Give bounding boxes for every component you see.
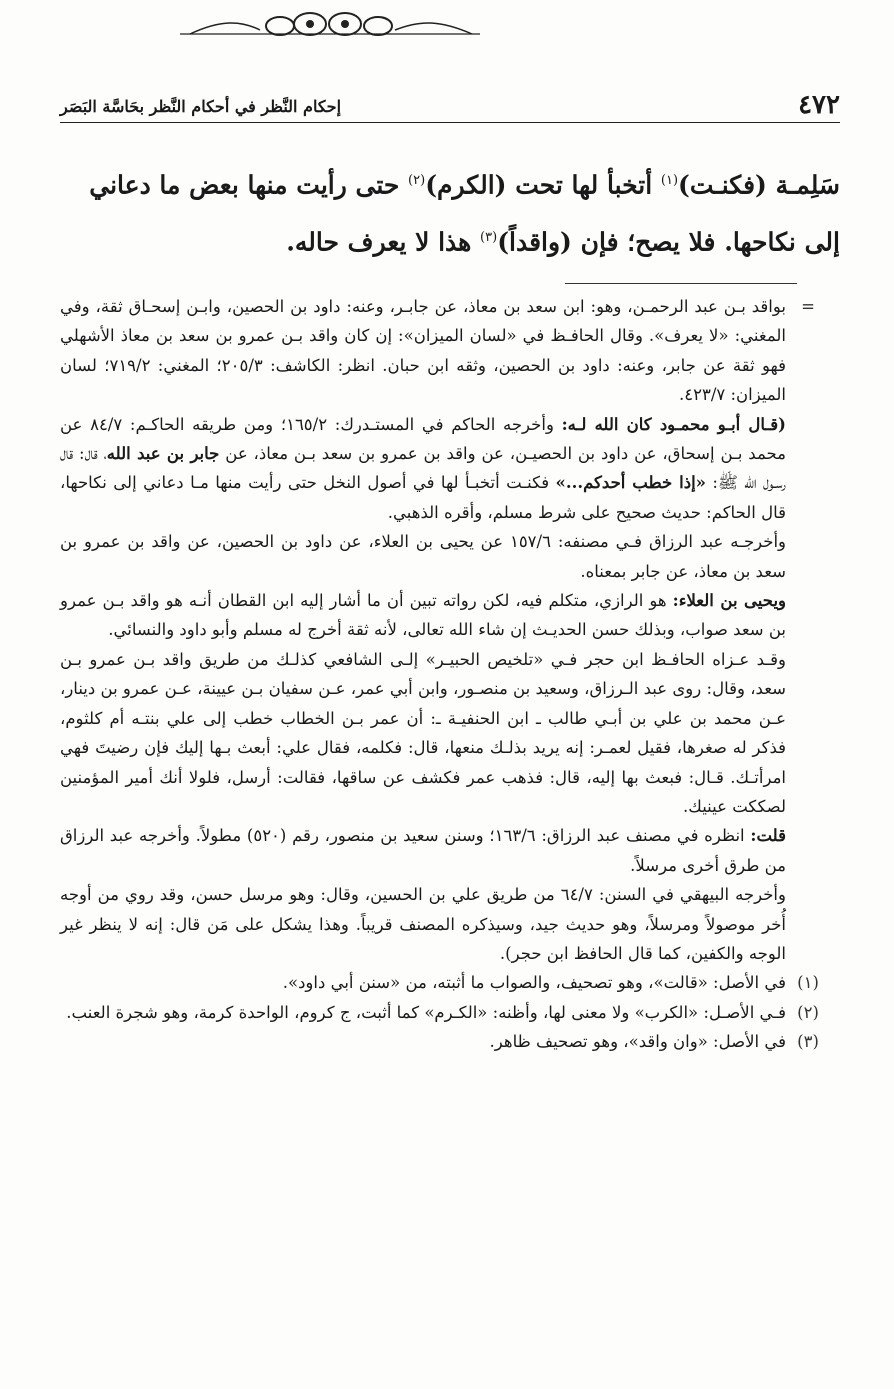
footnote-2 xyxy=(60,998,830,1027)
note-text: بواقد بـن عبد الرحمـن، وهو: ابن سعد بن معاذ، عن جابـر، وعنه: داود بن الحصين، وابـن إسحـاق ثقة، وفي المغني: «لا يعرف». وقال الحافـظ في «لسان الميزان»: إن كان واقد بـن عمرو بن سعد بن معاذ الأشهلي فهو ثقة عن جابر، وعنه: داود بن الحصين، وثقه ابن حبان. انظر: الكاشف: ٢٠٥/٣؛ المغني: ٧١٩/٢؛ لسان الميزان: ٤٢٣/٧. xyxy=(60,297,786,405)
header-rule xyxy=(60,122,840,123)
footnote-3 xyxy=(60,1027,830,1056)
footnote-number: (١) xyxy=(797,973,819,993)
bold-text: (قـال أبـو محمـود كان الله لـه: xyxy=(561,414,786,434)
continuation-mark: = xyxy=(801,297,815,316)
book-title: إحكام النَّظر في أحكام النَّظر بحَاسَّة البَصَر xyxy=(60,97,342,116)
note-text-segment: انظره في مصنف عبد الرزاق: ١٦٣/٦؛ وسنن سعيد بن منصور، رقم (٥٢٠) مطولاً. وأخرجه عبد الرزاق من طرق أخرى مرسلاً. xyxy=(60,826,786,875)
bold-text: جابر بن عبد الله xyxy=(106,444,220,464)
note-text: وقـد عـزاه الحافـظ ابن حجر فـي «تلخيص الحبيـر» إلـى الشافعي كذلـك من طريق واقد بـن عمرو بـن سعد، وقال: روى عبد الـرزاق، وسعيد بن منصـور، وابن أبي عمر، عـن سفيان بـن عيينة، عـن عمرو بن دينار، عـن محمد بن علي بن أبـي طالب ـ ابن الحنفيـة ـ: أن عمر بـن الخطاب خطب إلى علي بنتـه أم كلثوم، فذكر له صغرها، فقيل لعمـر: إنه يريد بذلـك منعها، قال: فكلمه، فقال علي: أبعث بـها إليك فإن رضيتَ فهي امرأتـك. قـال: فبعث بها إليه، قال: فذهب عمر فكشف عن ساقها، فقالت: أرسل، فلولا أنك أمير المؤمنين لصككت عينيك. xyxy=(60,649,786,816)
note-paragraph xyxy=(60,821,830,880)
footnotes xyxy=(60,292,830,1057)
note-paragraph xyxy=(60,645,830,821)
main-text-segment: هذا لا يعرف حاله. xyxy=(286,227,481,257)
note-text-segment: وأخرجه الحاكم في المستـدرك: ١٦٥/٢؛ ومن طريقه الحاكـم: ٨٤/٧ عن محمد بـن إسحاق، عن داود بن الحصيـن، عن واقد بن عمرو بن سعد بـن معاذ، عن xyxy=(60,414,786,464)
note-text xyxy=(60,410,786,528)
footnote-number: (٣) xyxy=(797,1032,819,1052)
main-text-segment: إلى نكاحها. فلا يصح؛ فإن (واقداً) xyxy=(497,227,840,257)
note-text xyxy=(60,586,786,645)
footnote-ref-1: (١) xyxy=(660,173,679,188)
footnote-1 xyxy=(60,968,830,997)
bold-text: قلت: xyxy=(750,826,787,846)
footnote-separator xyxy=(565,283,797,284)
page-number: ٤٧٢ xyxy=(798,90,840,120)
note-text xyxy=(60,821,786,880)
main-text-segment: أتخبأ لها تحت (الكرم) xyxy=(425,170,661,200)
main-line-2 xyxy=(80,211,840,268)
note-paragraph xyxy=(60,880,830,968)
footnote-ref-3: (٣) xyxy=(480,230,498,246)
note-paragraph xyxy=(60,292,830,410)
note-text-segment: ، قال: قال رسـول الله ﷺ: xyxy=(60,444,786,493)
note-text-segment: هو الرازي، متكلم فيه، لكن رواته تبين أن ما أشار إليه ابن القطان أنـه هو واقد بـن عمرو بن سعد صواب، وبذلك حسن الحديـث إن شاء الله تعالى، لأنه ثقة أخرج له مسلم وأبو داود والنسائي. xyxy=(60,591,786,640)
footnote-text: في الأصل: «قالت»، وهو تصحيف، والصواب ما أثبته، من «سنن أبي داود». xyxy=(282,973,786,993)
main-text xyxy=(80,154,840,269)
note-paragraph xyxy=(60,586,830,645)
note-text: وأخرجه البيهقي في السنن: ٦٤/٧ من طريق علي بن الحسين، وقال: وهو مرسل حسن، وقد روي من أوجه أُخر موصولاً ومرسلاً، وهو حديث جيد، وسيذكره المصنف قريباً. وهذا يشكل على مَن قال: إنه لا ينظر غير الوجه والكفين، كما قال الحافظ ابن حجر). xyxy=(60,885,786,963)
footnote-number: (٢) xyxy=(797,1002,819,1022)
note-paragraph xyxy=(60,410,830,528)
main-text-segment: حتى رأيت منها بعض ما دعاني xyxy=(89,170,409,200)
main-line-1 xyxy=(80,154,840,211)
footnote-text: فـي الأصـل: «الكرب» ولا معنى لها، وأظنه: «الكـرم» كما أثبت، ج كروم، الواحدة كرمة، وهو شجرة العنب. xyxy=(66,1002,786,1022)
note-text-segment: فكنـت أتخبـأ لها في أصول النخل حتى رأيت منها مـا دعاني إلى نكاحها، قال الحاكم: حديث صحيح على شرط مسلم، وأقره الذهبي. xyxy=(60,473,786,522)
note-paragraph xyxy=(60,527,830,586)
bold-text: ويحيى بن العلاء: xyxy=(672,591,787,611)
note-text: وأخرجـه عبد الرزاق فـي مصنفه: ١٥٧/٦ عن يحيى بن العلاء، عن داود بن الحصين، عن واقد بن عمرو بن سعد بن معاذ، عن جابر بمعناه. xyxy=(60,532,786,581)
footnote-text: في الأصل: «وان واقد»، وهو تصحيف ظاهر. xyxy=(489,1032,786,1052)
footnote-ref-2: (٢) xyxy=(408,173,426,188)
main-text-segment: سَلِمـة (فكنـت) xyxy=(678,170,840,200)
running-head xyxy=(60,76,840,120)
bold-text: «إذا خطب أحدكم...» xyxy=(555,473,706,493)
header-ornament-icon xyxy=(180,6,480,40)
